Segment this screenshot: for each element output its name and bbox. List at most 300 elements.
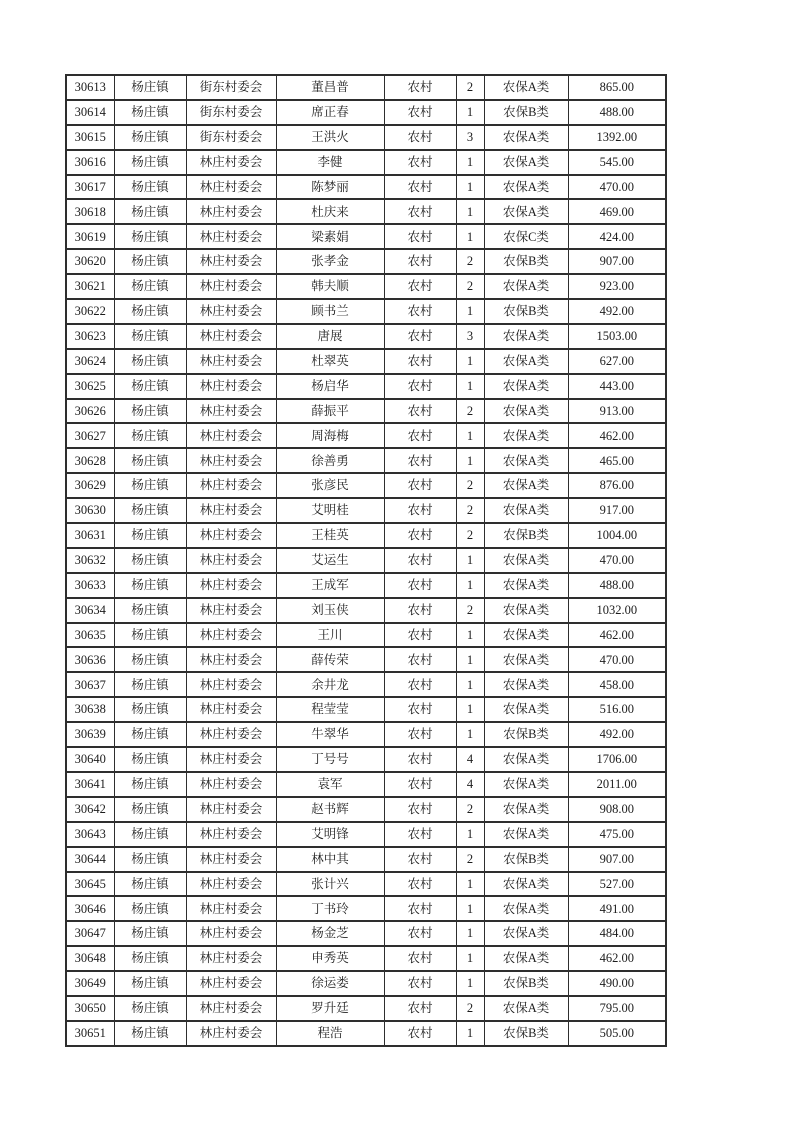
cell-insurance-class: 农保A类 (484, 324, 568, 349)
records-table-body (66, 75, 666, 1046)
cell-household-type: 农村 (384, 399, 456, 424)
cell-record-id: 30624 (66, 349, 114, 374)
cell-person-count: 1 (456, 722, 484, 747)
cell-record-id: 30631 (66, 523, 114, 548)
cell-town: 杨庄镇 (114, 448, 186, 473)
cell-household-type: 农村 (384, 175, 456, 200)
table-row (66, 772, 666, 797)
cell-town: 杨庄镇 (114, 199, 186, 224)
table-row (66, 822, 666, 847)
cell-town: 杨庄镇 (114, 125, 186, 150)
cell-person-count: 1 (456, 423, 484, 448)
cell-town: 杨庄镇 (114, 349, 186, 374)
cell-person-name: 赵书辉 (276, 797, 384, 822)
cell-record-id: 30628 (66, 448, 114, 473)
cell-record-id: 30636 (66, 647, 114, 672)
table-row (66, 1021, 666, 1046)
cell-insurance-class: 农保B类 (484, 1021, 568, 1046)
cell-household-type: 农村 (384, 847, 456, 872)
cell-person-count: 1 (456, 1021, 484, 1046)
cell-insurance-class: 农保A类 (484, 921, 568, 946)
cell-household-type: 农村 (384, 374, 456, 399)
cell-town: 杨庄镇 (114, 423, 186, 448)
cell-village-committee: 林庄村委会 (186, 249, 276, 274)
cell-insurance-class: 农保A类 (484, 498, 568, 523)
table-row (66, 150, 666, 175)
cell-record-id: 30621 (66, 274, 114, 299)
cell-person-name: 张孝金 (276, 249, 384, 274)
table-row (66, 100, 666, 125)
cell-household-type: 农村 (384, 299, 456, 324)
table-row (66, 523, 666, 548)
cell-record-id: 30614 (66, 100, 114, 125)
cell-record-id: 30629 (66, 473, 114, 498)
cell-household-type: 农村 (384, 199, 456, 224)
table-row (66, 623, 666, 648)
insurance-records-table (65, 74, 667, 1047)
cell-person-count: 2 (456, 598, 484, 623)
cell-village-committee: 林庄村委会 (186, 175, 276, 200)
cell-person-name: 韩夫顺 (276, 274, 384, 299)
table-row (66, 374, 666, 399)
cell-record-id: 30647 (66, 921, 114, 946)
cell-person-count: 2 (456, 473, 484, 498)
cell-person-name: 丁书玲 (276, 896, 384, 921)
cell-person-count: 1 (456, 349, 484, 374)
table-row (66, 946, 666, 971)
cell-village-committee: 林庄村委会 (186, 448, 276, 473)
cell-person-count: 1 (456, 896, 484, 921)
cell-amount: 470.00 (568, 647, 666, 672)
cell-person-name: 牛翠华 (276, 722, 384, 747)
table-row (66, 598, 666, 623)
table-row (66, 249, 666, 274)
cell-record-id: 30645 (66, 872, 114, 897)
cell-town: 杨庄镇 (114, 100, 186, 125)
cell-insurance-class: 农保A类 (484, 448, 568, 473)
cell-amount: 470.00 (568, 175, 666, 200)
cell-person-name: 薛振平 (276, 399, 384, 424)
cell-household-type: 农村 (384, 349, 456, 374)
cell-village-committee: 林庄村委会 (186, 423, 276, 448)
cell-village-committee: 林庄村委会 (186, 399, 276, 424)
table-row (66, 996, 666, 1021)
cell-person-count: 1 (456, 199, 484, 224)
cell-person-name: 杨启华 (276, 374, 384, 399)
cell-village-committee: 林庄村委会 (186, 722, 276, 747)
cell-household-type: 农村 (384, 872, 456, 897)
cell-insurance-class: 农保A类 (484, 349, 568, 374)
cell-amount: 1032.00 (568, 598, 666, 623)
cell-village-committee: 林庄村委会 (186, 548, 276, 573)
cell-household-type: 农村 (384, 100, 456, 125)
cell-record-id: 30625 (66, 374, 114, 399)
cell-amount: 865.00 (568, 75, 666, 100)
cell-person-count: 1 (456, 697, 484, 722)
cell-household-type: 农村 (384, 548, 456, 573)
cell-amount: 545.00 (568, 150, 666, 175)
cell-person-name: 艾运生 (276, 548, 384, 573)
cell-record-id: 30626 (66, 399, 114, 424)
cell-record-id: 30634 (66, 598, 114, 623)
cell-household-type: 农村 (384, 125, 456, 150)
cell-village-committee: 林庄村委会 (186, 971, 276, 996)
cell-household-type: 农村 (384, 274, 456, 299)
cell-person-count: 4 (456, 747, 484, 772)
cell-household-type: 农村 (384, 921, 456, 946)
cell-amount: 488.00 (568, 100, 666, 125)
cell-record-id: 30649 (66, 971, 114, 996)
cell-insurance-class: 农保A类 (484, 872, 568, 897)
cell-village-committee: 林庄村委会 (186, 374, 276, 399)
cell-amount: 465.00 (568, 448, 666, 473)
cell-person-count: 2 (456, 249, 484, 274)
cell-record-id: 30618 (66, 199, 114, 224)
cell-village-committee: 林庄村委会 (186, 946, 276, 971)
cell-record-id: 30641 (66, 772, 114, 797)
cell-village-committee: 林庄村委会 (186, 498, 276, 523)
cell-person-name: 艾明桂 (276, 498, 384, 523)
cell-insurance-class: 农保B类 (484, 100, 568, 125)
cell-village-committee: 林庄村委会 (186, 573, 276, 598)
cell-household-type: 农村 (384, 75, 456, 100)
cell-person-name: 张计兴 (276, 872, 384, 897)
cell-town: 杨庄镇 (114, 274, 186, 299)
cell-amount: 2011.00 (568, 772, 666, 797)
cell-record-id: 30632 (66, 548, 114, 573)
cell-insurance-class: 农保A类 (484, 399, 568, 424)
cell-town: 杨庄镇 (114, 822, 186, 847)
cell-village-committee: 林庄村委会 (186, 473, 276, 498)
cell-village-committee: 街东村委会 (186, 75, 276, 100)
cell-household-type: 农村 (384, 797, 456, 822)
cell-town: 杨庄镇 (114, 896, 186, 921)
table-row (66, 274, 666, 299)
cell-household-type: 农村 (384, 324, 456, 349)
table-row (66, 399, 666, 424)
cell-amount: 913.00 (568, 399, 666, 424)
cell-household-type: 农村 (384, 672, 456, 697)
table-row (66, 573, 666, 598)
table-row (66, 299, 666, 324)
cell-household-type: 农村 (384, 498, 456, 523)
cell-person-name: 程浩 (276, 1021, 384, 1046)
cell-insurance-class: 农保A类 (484, 647, 568, 672)
table-row (66, 797, 666, 822)
cell-amount: 484.00 (568, 921, 666, 946)
cell-person-name: 丁号号 (276, 747, 384, 772)
table-row (66, 498, 666, 523)
cell-village-committee: 林庄村委会 (186, 199, 276, 224)
cell-household-type: 农村 (384, 573, 456, 598)
cell-record-id: 30650 (66, 996, 114, 1021)
cell-insurance-class: 农保A类 (484, 946, 568, 971)
cell-amount: 443.00 (568, 374, 666, 399)
cell-record-id: 30633 (66, 573, 114, 598)
cell-household-type: 农村 (384, 423, 456, 448)
table-row (66, 473, 666, 498)
table-row (66, 672, 666, 697)
cell-person-name: 艾明锋 (276, 822, 384, 847)
cell-town: 杨庄镇 (114, 374, 186, 399)
table-row (66, 896, 666, 921)
cell-person-count: 1 (456, 822, 484, 847)
cell-amount: 491.00 (568, 896, 666, 921)
cell-insurance-class: 农保A类 (484, 697, 568, 722)
table-row (66, 423, 666, 448)
cell-amount: 462.00 (568, 946, 666, 971)
cell-person-count: 1 (456, 623, 484, 648)
cell-record-id: 30644 (66, 847, 114, 872)
cell-village-committee: 林庄村委会 (186, 872, 276, 897)
cell-town: 杨庄镇 (114, 299, 186, 324)
cell-person-name: 申秀英 (276, 946, 384, 971)
cell-insurance-class: 农保A类 (484, 473, 568, 498)
cell-person-name: 梁素娟 (276, 224, 384, 249)
cell-person-count: 2 (456, 498, 484, 523)
cell-village-committee: 林庄村委会 (186, 523, 276, 548)
cell-insurance-class: 农保B类 (484, 971, 568, 996)
cell-person-name: 周海梅 (276, 423, 384, 448)
cell-insurance-class: 农保B类 (484, 249, 568, 274)
cell-insurance-class: 农保A类 (484, 896, 568, 921)
cell-record-id: 30638 (66, 697, 114, 722)
cell-record-id: 30615 (66, 125, 114, 150)
cell-town: 杨庄镇 (114, 772, 186, 797)
cell-record-id: 30642 (66, 797, 114, 822)
cell-insurance-class: 农保C类 (484, 224, 568, 249)
cell-person-name: 王洪火 (276, 125, 384, 150)
table-row (66, 548, 666, 573)
cell-household-type: 农村 (384, 822, 456, 847)
cell-amount: 516.00 (568, 697, 666, 722)
cell-town: 杨庄镇 (114, 548, 186, 573)
cell-village-committee: 林庄村委会 (186, 224, 276, 249)
cell-village-committee: 林庄村委会 (186, 772, 276, 797)
cell-insurance-class: 农保A类 (484, 573, 568, 598)
cell-amount: 1706.00 (568, 747, 666, 772)
cell-town: 杨庄镇 (114, 797, 186, 822)
cell-record-id: 30627 (66, 423, 114, 448)
cell-town: 杨庄镇 (114, 175, 186, 200)
cell-village-committee: 林庄村委会 (186, 647, 276, 672)
cell-insurance-class: 农保A类 (484, 797, 568, 822)
cell-person-name: 林中其 (276, 847, 384, 872)
cell-person-name: 席正春 (276, 100, 384, 125)
cell-insurance-class: 农保A类 (484, 996, 568, 1021)
cell-person-count: 2 (456, 797, 484, 822)
cell-amount: 490.00 (568, 971, 666, 996)
cell-amount: 475.00 (568, 822, 666, 847)
table-row (66, 872, 666, 897)
cell-town: 杨庄镇 (114, 399, 186, 424)
cell-village-committee: 林庄村委会 (186, 996, 276, 1021)
cell-person-count: 1 (456, 946, 484, 971)
table-row (66, 349, 666, 374)
cell-village-committee: 林庄村委会 (186, 349, 276, 374)
cell-insurance-class: 农保B类 (484, 523, 568, 548)
cell-person-name: 顾书兰 (276, 299, 384, 324)
cell-household-type: 农村 (384, 523, 456, 548)
cell-person-name: 袁军 (276, 772, 384, 797)
cell-amount: 907.00 (568, 249, 666, 274)
cell-town: 杨庄镇 (114, 249, 186, 274)
cell-village-committee: 街东村委会 (186, 100, 276, 125)
cell-town: 杨庄镇 (114, 921, 186, 946)
cell-amount: 462.00 (568, 623, 666, 648)
cell-insurance-class: 农保A类 (484, 672, 568, 697)
cell-amount: 795.00 (568, 996, 666, 1021)
cell-insurance-class: 农保B类 (484, 722, 568, 747)
cell-amount: 469.00 (568, 199, 666, 224)
cell-record-id: 30635 (66, 623, 114, 648)
cell-person-name: 徐运娄 (276, 971, 384, 996)
cell-village-committee: 林庄村委会 (186, 697, 276, 722)
cell-household-type: 农村 (384, 896, 456, 921)
cell-record-id: 30646 (66, 896, 114, 921)
cell-person-count: 2 (456, 523, 484, 548)
cell-record-id: 30619 (66, 224, 114, 249)
cell-person-count: 1 (456, 150, 484, 175)
cell-amount: 908.00 (568, 797, 666, 822)
cell-village-committee: 街东村委会 (186, 125, 276, 150)
cell-amount: 470.00 (568, 548, 666, 573)
cell-household-type: 农村 (384, 598, 456, 623)
cell-record-id: 30620 (66, 249, 114, 274)
cell-town: 杨庄镇 (114, 224, 186, 249)
cell-household-type: 农村 (384, 946, 456, 971)
table-row (66, 175, 666, 200)
cell-insurance-class: 农保A类 (484, 423, 568, 448)
cell-person-count: 1 (456, 971, 484, 996)
cell-person-name: 王成军 (276, 573, 384, 598)
cell-insurance-class: 农保A类 (484, 747, 568, 772)
cell-amount: 424.00 (568, 224, 666, 249)
table-row (66, 921, 666, 946)
cell-insurance-class: 农保A类 (484, 274, 568, 299)
cell-person-name: 王川 (276, 623, 384, 648)
cell-amount: 492.00 (568, 299, 666, 324)
table-row (66, 199, 666, 224)
cell-insurance-class: 农保A类 (484, 175, 568, 200)
cell-insurance-class: 农保A类 (484, 598, 568, 623)
cell-person-count: 1 (456, 374, 484, 399)
cell-town: 杨庄镇 (114, 150, 186, 175)
cell-village-committee: 林庄村委会 (186, 921, 276, 946)
cell-village-committee: 林庄村委会 (186, 598, 276, 623)
cell-person-count: 3 (456, 324, 484, 349)
cell-town: 杨庄镇 (114, 996, 186, 1021)
cell-town: 杨庄镇 (114, 672, 186, 697)
cell-household-type: 农村 (384, 623, 456, 648)
cell-insurance-class: 农保A类 (484, 772, 568, 797)
cell-amount: 458.00 (568, 672, 666, 697)
cell-amount: 492.00 (568, 722, 666, 747)
cell-household-type: 农村 (384, 448, 456, 473)
cell-household-type: 农村 (384, 150, 456, 175)
cell-record-id: 30613 (66, 75, 114, 100)
cell-person-name: 程莹莹 (276, 697, 384, 722)
cell-person-name: 王桂英 (276, 523, 384, 548)
cell-person-name: 李健 (276, 150, 384, 175)
cell-amount: 1503.00 (568, 324, 666, 349)
cell-household-type: 农村 (384, 722, 456, 747)
cell-household-type: 农村 (384, 697, 456, 722)
cell-village-committee: 林庄村委会 (186, 299, 276, 324)
table-row (66, 697, 666, 722)
cell-amount: 917.00 (568, 498, 666, 523)
cell-town: 杨庄镇 (114, 324, 186, 349)
cell-village-committee: 林庄村委会 (186, 623, 276, 648)
cell-person-count: 1 (456, 224, 484, 249)
cell-household-type: 农村 (384, 249, 456, 274)
table-row (66, 722, 666, 747)
cell-amount: 1392.00 (568, 125, 666, 150)
cell-household-type: 农村 (384, 971, 456, 996)
cell-town: 杨庄镇 (114, 971, 186, 996)
cell-village-committee: 林庄村委会 (186, 274, 276, 299)
cell-household-type: 农村 (384, 1021, 456, 1046)
cell-amount: 462.00 (568, 423, 666, 448)
cell-record-id: 30630 (66, 498, 114, 523)
cell-insurance-class: 农保A类 (484, 374, 568, 399)
cell-person-count: 1 (456, 100, 484, 125)
cell-person-name: 董昌普 (276, 75, 384, 100)
cell-town: 杨庄镇 (114, 747, 186, 772)
cell-record-id: 30651 (66, 1021, 114, 1046)
cell-person-count: 1 (456, 672, 484, 697)
cell-person-name: 薛传荣 (276, 647, 384, 672)
cell-town: 杨庄镇 (114, 623, 186, 648)
cell-town: 杨庄镇 (114, 1021, 186, 1046)
cell-town: 杨庄镇 (114, 523, 186, 548)
cell-amount: 923.00 (568, 274, 666, 299)
cell-person-count: 2 (456, 274, 484, 299)
cell-record-id: 30616 (66, 150, 114, 175)
cell-person-count: 1 (456, 921, 484, 946)
cell-amount: 527.00 (568, 872, 666, 897)
cell-village-committee: 林庄村委会 (186, 797, 276, 822)
cell-insurance-class: 农保A类 (484, 623, 568, 648)
table-row (66, 747, 666, 772)
cell-record-id: 30639 (66, 722, 114, 747)
cell-insurance-class: 农保B类 (484, 847, 568, 872)
cell-amount: 488.00 (568, 573, 666, 598)
cell-person-count: 1 (456, 548, 484, 573)
cell-insurance-class: 农保A类 (484, 199, 568, 224)
table-row (66, 224, 666, 249)
cell-village-committee: 林庄村委会 (186, 672, 276, 697)
cell-amount: 627.00 (568, 349, 666, 374)
cell-person-count: 2 (456, 847, 484, 872)
cell-town: 杨庄镇 (114, 872, 186, 897)
cell-village-committee: 林庄村委会 (186, 150, 276, 175)
cell-person-count: 1 (456, 647, 484, 672)
cell-person-count: 3 (456, 125, 484, 150)
cell-village-committee: 林庄村委会 (186, 1021, 276, 1046)
cell-person-count: 2 (456, 75, 484, 100)
cell-person-name: 唐展 (276, 324, 384, 349)
cell-person-count: 2 (456, 996, 484, 1021)
cell-person-name: 徐善勇 (276, 448, 384, 473)
table-row (66, 971, 666, 996)
cell-person-name: 罗升廷 (276, 996, 384, 1021)
cell-village-committee: 林庄村委会 (186, 847, 276, 872)
cell-town: 杨庄镇 (114, 697, 186, 722)
cell-person-name: 余井龙 (276, 672, 384, 697)
cell-town: 杨庄镇 (114, 847, 186, 872)
cell-record-id: 30617 (66, 175, 114, 200)
